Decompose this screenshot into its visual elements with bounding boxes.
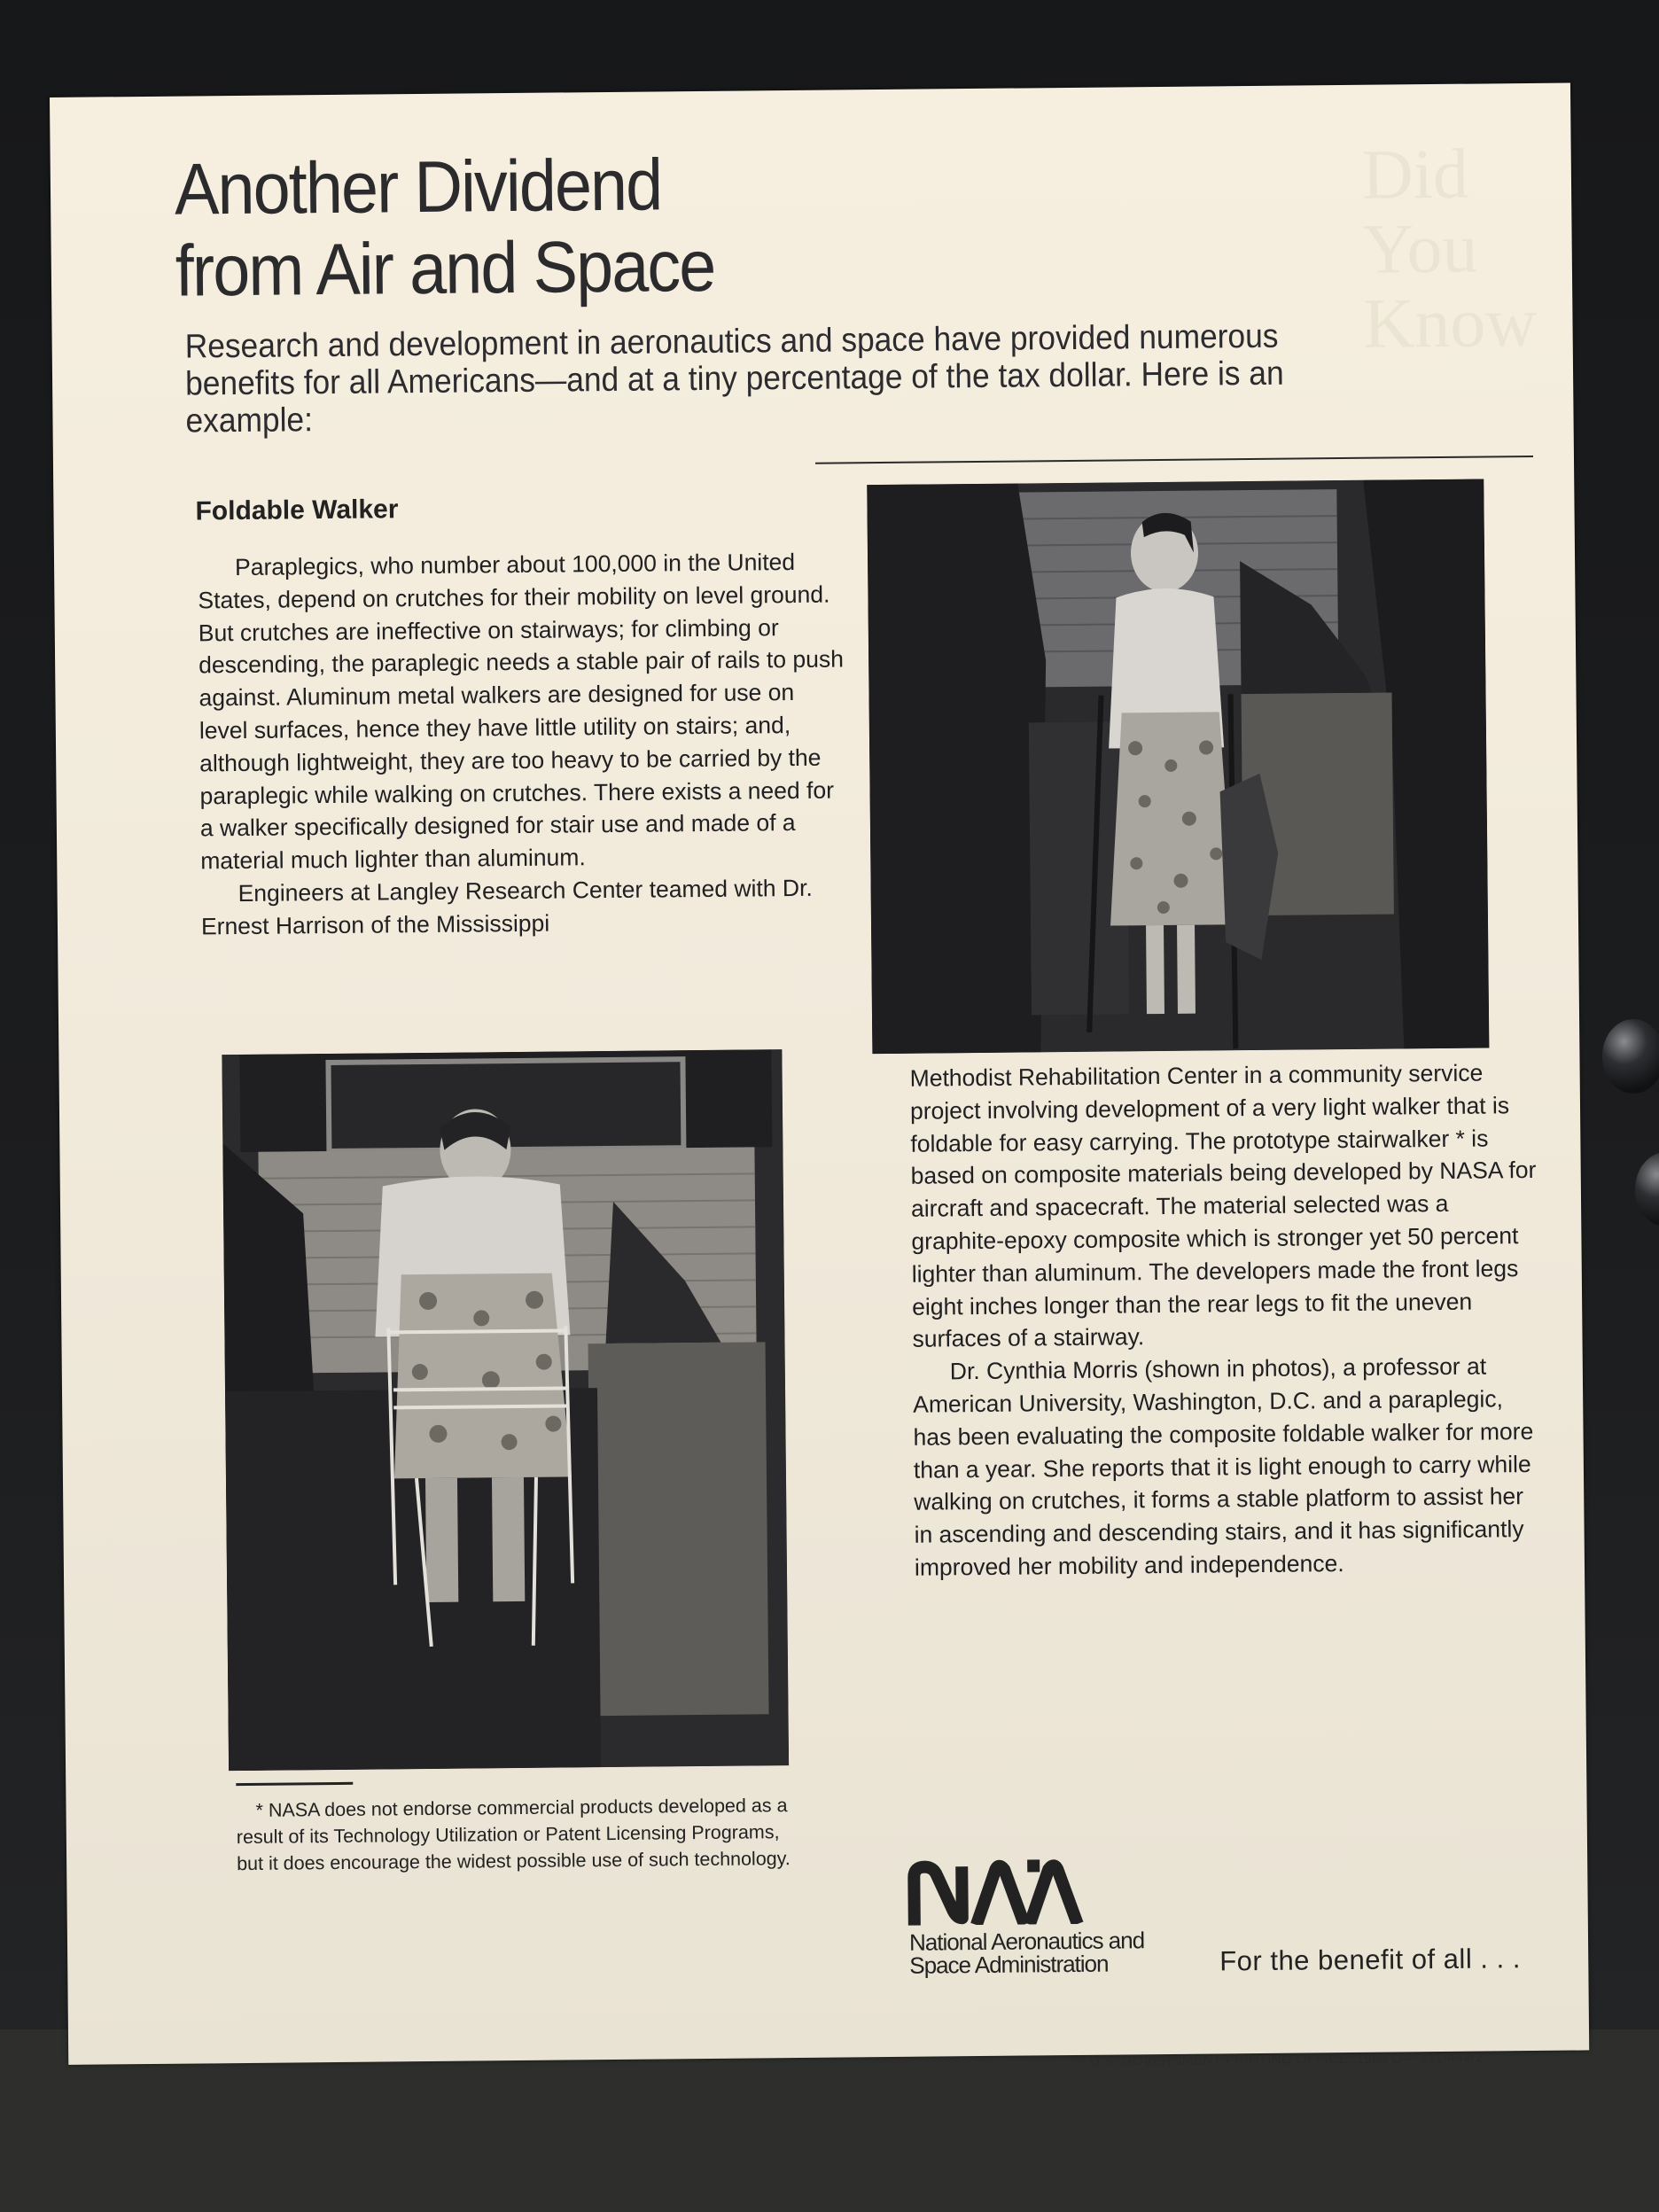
nasa-name-line-1: National Aeronautics and <box>908 1927 1145 1956</box>
footnote-text: * NASA does not endorse commercial products developed as a result of its Technology Utilization or Patent Licensing Programs, but it does encourage the widest possible use of such technology. <box>236 1795 791 1875</box>
printed-page <box>50 83 1589 2070</box>
section-heading: Foldable Walker <box>195 495 399 526</box>
binder-rivet <box>1602 1019 1659 1094</box>
footnote-rule <box>236 1782 353 1786</box>
tagline: For the benefit of all . . . <box>1219 1943 1522 1977</box>
footnote <box>236 1792 804 1877</box>
body-paragraph: Paraplegics, who number about 100,000 in the United States, depend on crutches for their mobility on level ground. But crutches are ineffective on stairways; for climbing or descending, the paraplegic needs a stable pair of rails to push against. Aluminum metal walkers are designed for use on level surfaces, hence they have little utility on stairs; and, although lightweight, they are too heavy to be carried by the paraplegic while walking on crutches. There exists a need for a walker specifically designed for stair use and made of a material much lighter than aluminum. <box>198 548 845 875</box>
photo-image <box>222 1049 789 1771</box>
intro-paragraph: Research and development in aeronautics and space have provided numerous benefits for all Americans—and at a tiny percentage of the tax dollar. Here is an example: <box>184 317 1284 440</box>
left-column <box>198 545 848 943</box>
printer-imprint: ☆ U.S. GOVERNMENT PRINTING OFFICE: 1980 O— 311-444/2 <box>1073 2050 1484 2070</box>
title-line-1: Another Dividend <box>174 144 662 230</box>
body-paragraph: Engineers at Langley Research Center teamed with Dr. Ernest Harrison of the Mississippi <box>200 874 813 940</box>
bleed-through-text: Did You Know <box>1361 135 1538 363</box>
divider-rule <box>815 456 1533 464</box>
page-title <box>175 144 715 313</box>
body-paragraph: Methodist Rehabilitation Center in a community service project involving development of a very light walker that is foldable for easy carrying. The prototype stairwalker * is based on composite materials being developed by NASA for aircraft and spacecraft. The material selected was a graphite-epoxy composite which is stronger yet 50 percent lighter than aluminum. The developers made the front legs eight inches longer than the rear legs to fit the uneven surfaces of a stairway. <box>909 1059 1537 1353</box>
photo-image <box>867 479 1489 1054</box>
body-paragraph: Dr. Cynthia Morris (shown in photos), a professor at American University, Washington, D.C. and a paraplegic, has been evaluating the composite foldable walker for more than a year. She reports that it is light enough to carry while walking on crutches, it forms a stable platform to assist her in ascending and descending stairs, and it has significantly improved her mobility and independence. <box>913 1352 1534 1581</box>
title-line-2: from Air and Space <box>175 225 715 312</box>
photo-woman-with-crutches <box>867 479 1489 1054</box>
nasa-name-line-2: Space Administration <box>909 1950 1109 1979</box>
right-column <box>909 1056 1544 1585</box>
nasa-worm-logo-icon <box>907 1858 1102 1926</box>
nasa-full-name <box>909 1928 1211 1977</box>
photo-woman-with-walker <box>222 1049 789 1771</box>
